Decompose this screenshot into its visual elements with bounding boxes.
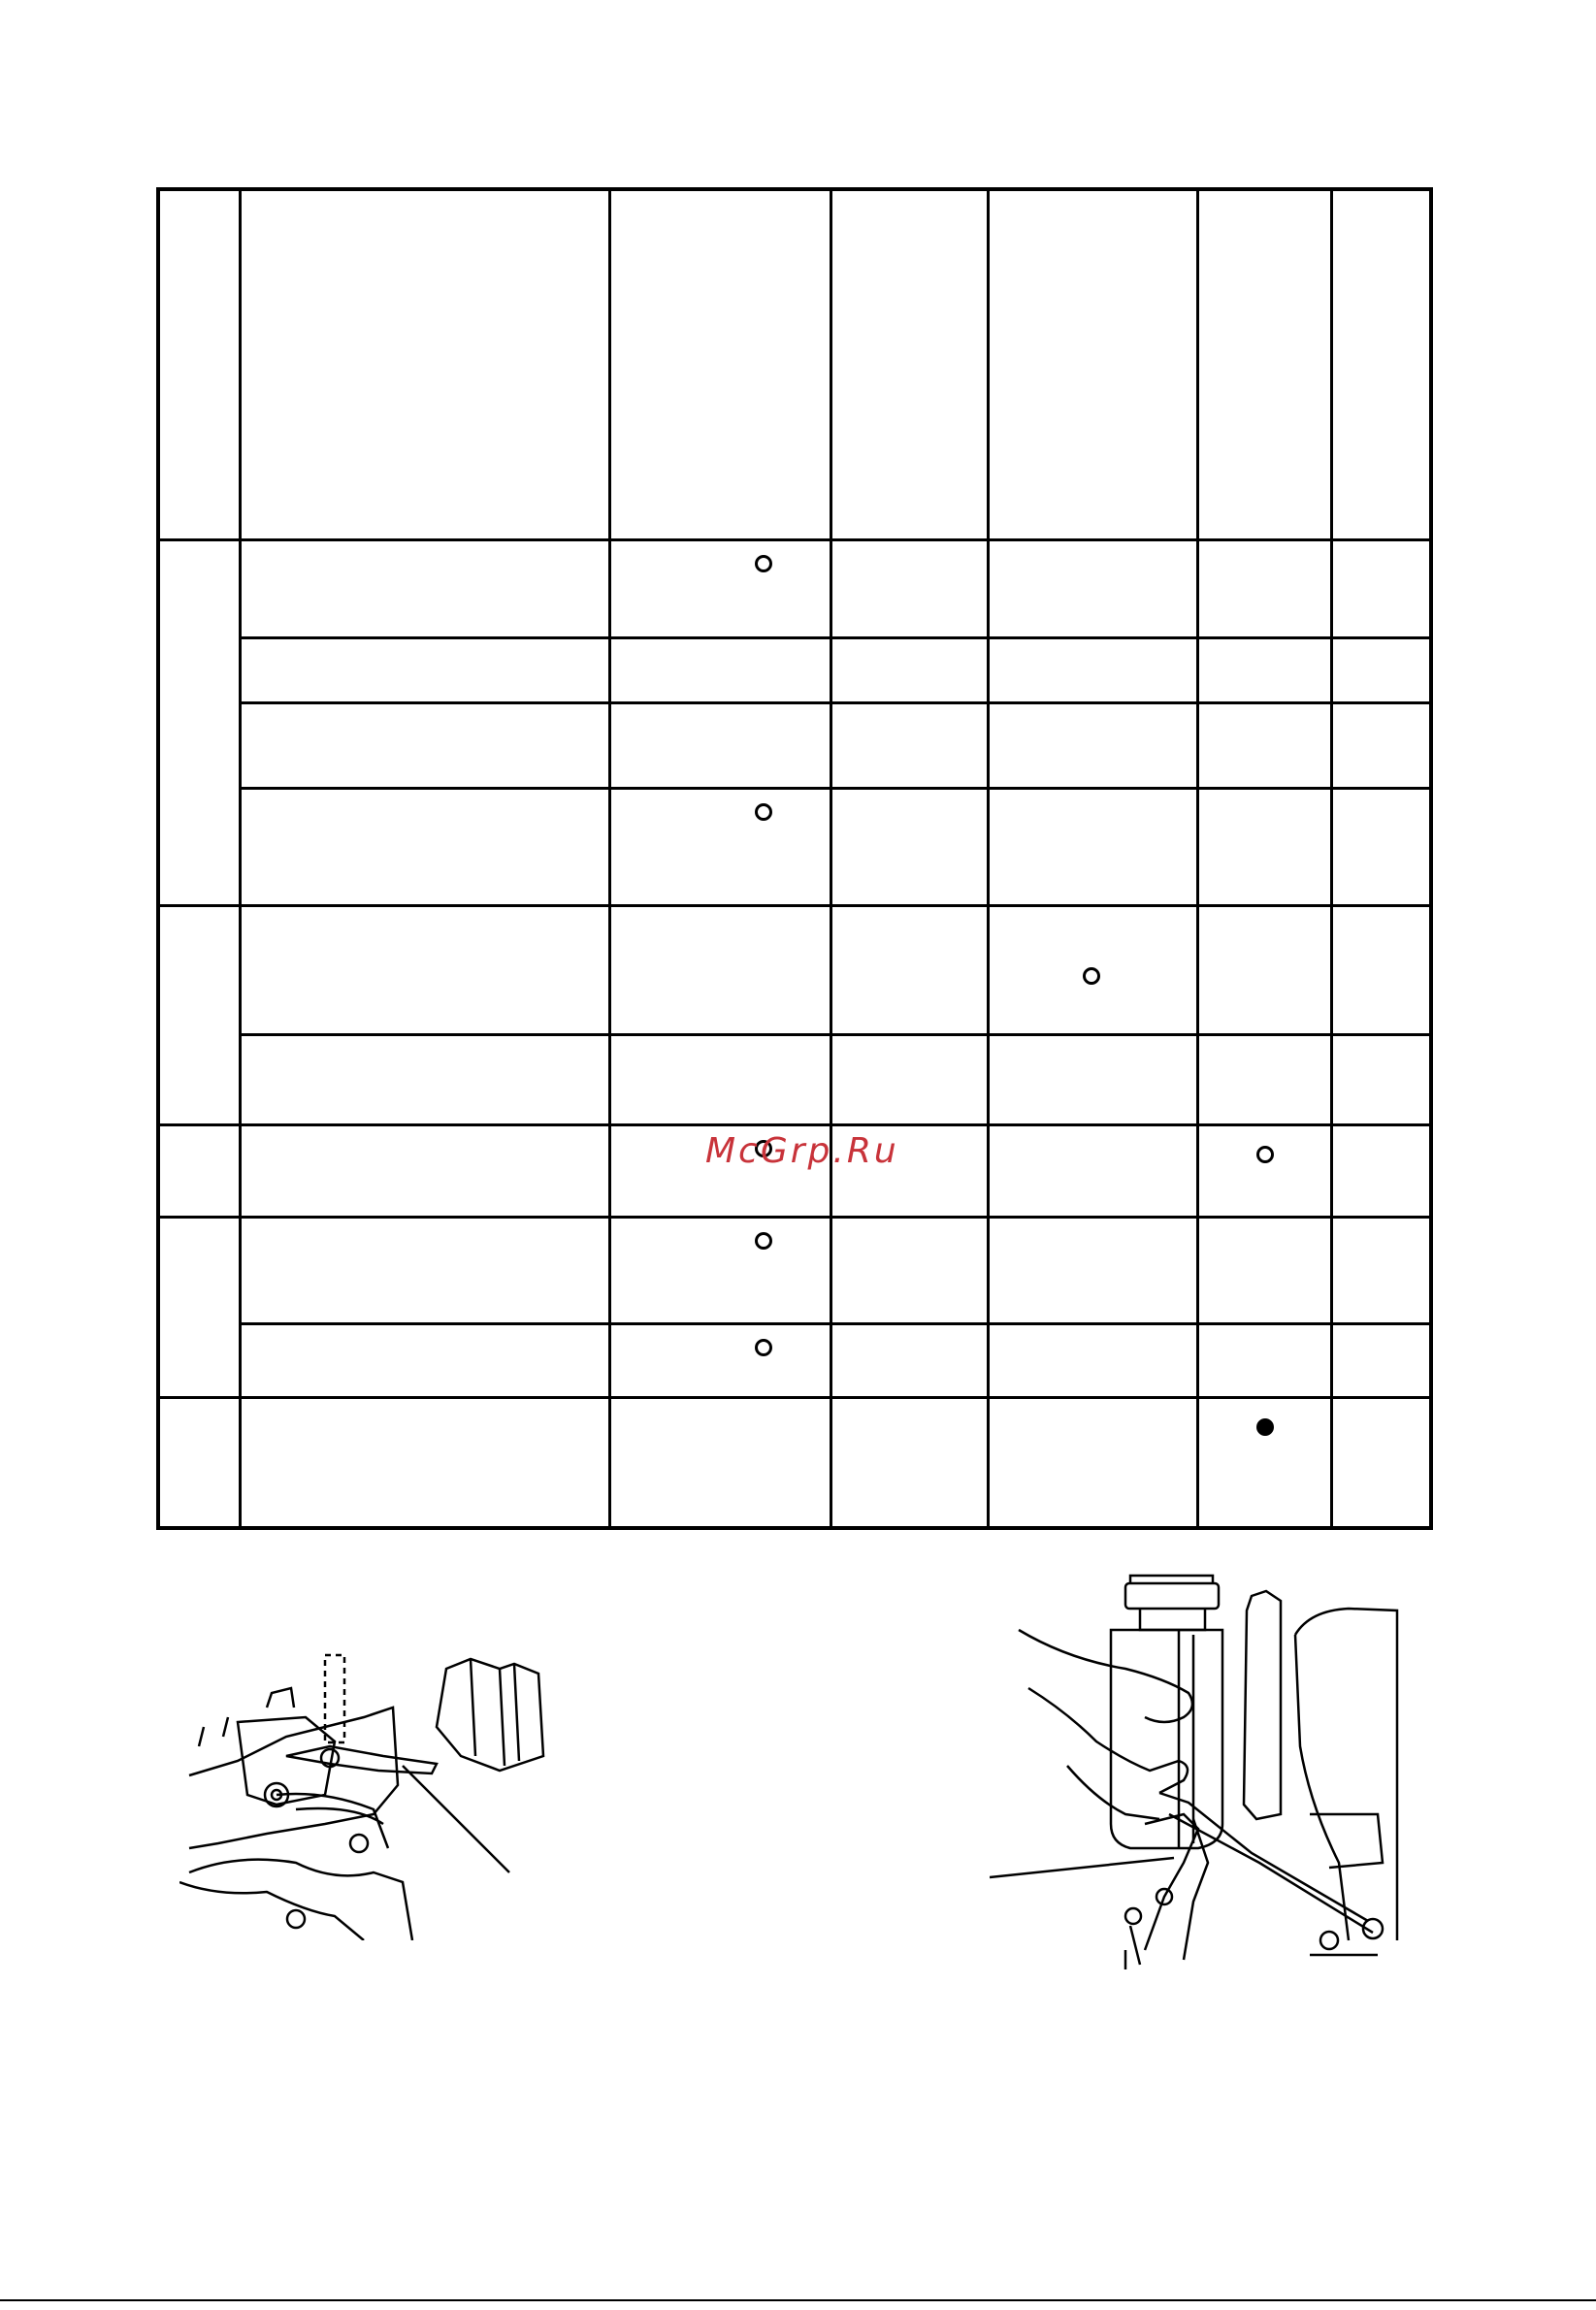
header-cell — [1197, 189, 1331, 539]
header-cell — [158, 189, 240, 539]
table-row — [158, 637, 1431, 702]
header-cell — [240, 189, 609, 539]
fuel-tank-drain-illustration — [990, 1572, 1407, 1969]
table-row — [158, 1323, 1431, 1397]
group-cell — [158, 905, 240, 1125]
table-row — [158, 539, 1431, 637]
footer-rule — [0, 2299, 1596, 2301]
header-row — [158, 189, 1431, 539]
open-circle-mark — [755, 555, 772, 572]
table-row — [158, 905, 1431, 1034]
header-cell — [1332, 189, 1431, 539]
filled-circle-mark — [1256, 1418, 1274, 1436]
watermark: McGrp.Ru — [705, 1131, 899, 1171]
open-circle-mark — [1083, 967, 1100, 985]
table-row — [158, 703, 1431, 789]
open-circle-mark — [755, 1339, 772, 1356]
fuel-injection-pump-illustration — [179, 1649, 568, 1940]
header-cell — [831, 189, 988, 539]
table-row — [158, 1398, 1431, 1528]
group-cell — [158, 1217, 240, 1398]
table-row — [158, 1217, 1431, 1323]
group-cell — [158, 539, 240, 905]
header-cell — [989, 189, 1198, 539]
open-circle-mark — [755, 1232, 772, 1250]
open-circle-mark — [755, 803, 772, 821]
group-cell — [158, 1125, 240, 1217]
open-circle-mark — [1256, 1146, 1274, 1163]
table-row — [158, 1034, 1431, 1124]
table-row — [158, 789, 1431, 905]
header-cell — [609, 189, 831, 539]
group-cell — [158, 1398, 240, 1528]
maintenance-check-table — [156, 187, 1433, 1530]
